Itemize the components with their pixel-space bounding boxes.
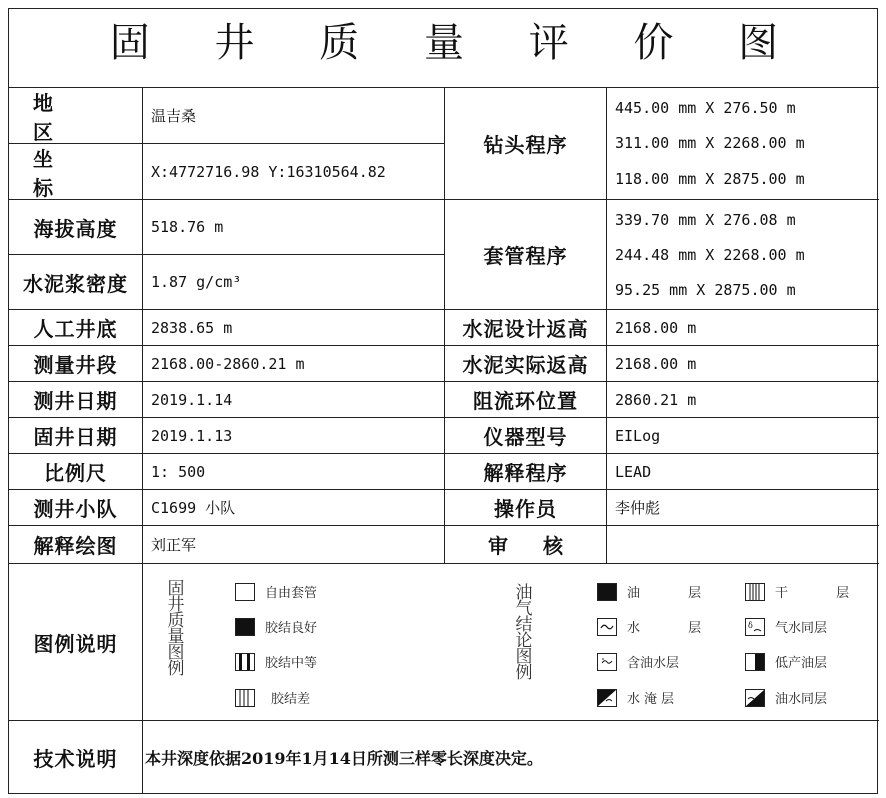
- label-reviewer: 审 核: [445, 526, 607, 564]
- label-interpreter: 解释绘图: [9, 526, 143, 564]
- casing-line: 339.70 mm X 276.08 m: [615, 210, 796, 229]
- legend-flooded: [597, 688, 678, 707]
- value-artificial-bottom: 2838.65 m: [143, 310, 445, 346]
- label-interp-program: 解释程序: [445, 454, 607, 490]
- label-measured-interval: 测量井段: [9, 346, 143, 382]
- casing-line: 95.25 mm X 2875.00 m: [615, 280, 796, 299]
- drill-line: 445.00 mm X 276.50 m: [615, 98, 796, 117]
- value-instrument-model: EILog: [607, 418, 879, 454]
- label-slurry-density: 水泥浆密度: [9, 255, 143, 310]
- label-coords: 坐 标: [9, 144, 143, 200]
- value-region: 温吉桑: [143, 87, 445, 144]
- legend-text: 油 层: [627, 586, 724, 601]
- casing-line: 244.48 mm X 2268.00 m: [615, 245, 805, 264]
- value-tech-notes: 本井深度依据2019年1月14日所测三样零长深度决定。: [145, 748, 543, 768]
- value-reviewer: [607, 526, 879, 564]
- legend-text: 油水同层: [775, 692, 828, 707]
- legend-water-layer: [597, 617, 723, 636]
- label-altitude: 海拔高度: [9, 200, 143, 255]
- value-casing-program: [607, 200, 879, 310]
- legend-text: 自由套管: [265, 586, 318, 601]
- legend-text: 水淹层: [627, 692, 679, 707]
- legend-text: 胶结中等: [265, 656, 318, 671]
- label-cementing-date: 固井日期: [9, 418, 143, 454]
- legend-free-casing: [235, 582, 317, 601]
- poor-bond-icon: [235, 689, 255, 707]
- page-title: 固 井 质 量 评 价 图: [109, 20, 805, 66]
- legend-oil-water: [745, 688, 827, 707]
- value-slurry-density: 1.87 g/cm³: [143, 255, 445, 310]
- legend-oil-layer: [597, 582, 723, 601]
- oil-layer-icon: [597, 583, 617, 601]
- value-logging-date: 2019.1.14: [143, 382, 445, 418]
- label-artificial-bottom: 人工井底: [9, 310, 143, 346]
- label-cement-design-top: 水泥设计返高: [445, 310, 607, 346]
- label-legend: 图例说明: [9, 564, 143, 721]
- legend-low-yield-oil: [745, 652, 827, 671]
- dry-layer-icon: [745, 583, 765, 601]
- value-float-collar: 2860.21 m: [607, 382, 879, 418]
- legend-text: 含油水层: [627, 656, 680, 671]
- value-cement-design-top: 2168.00 m: [607, 310, 879, 346]
- legend-text: 低产油层: [775, 656, 828, 671]
- value-measured-interval: 2168.00-2860.21 m: [143, 346, 445, 382]
- label-region: 地 区: [9, 87, 143, 144]
- label-scale: 比例尺: [9, 454, 143, 490]
- cement-legend-title: 固井质量图例: [167, 579, 185, 679]
- svg-text:δ: δ: [748, 620, 753, 630]
- legend-oily-water: [597, 652, 679, 671]
- flooded-icon: [597, 689, 617, 707]
- legend-text: 气水同层: [775, 621, 828, 636]
- label-logging-date: 测井日期: [9, 382, 143, 418]
- label-cement-actual-top: 水泥实际返高: [445, 346, 607, 382]
- drill-line: 118.00 mm X 2875.00 m: [615, 170, 805, 189]
- legend-poor-bond: [235, 688, 310, 707]
- good-bond-icon: [235, 618, 255, 636]
- value-cementing-date: 2019.1.13: [143, 418, 445, 454]
- value-altitude: 518.76 m: [143, 200, 445, 255]
- legend-good-bond: [235, 617, 317, 636]
- label-drill-program: 钻头程序: [445, 87, 607, 200]
- value-operator: 李仲彪: [607, 490, 879, 526]
- label-instrument-model: 仪器型号: [445, 418, 607, 454]
- medium-bond-icon: [235, 653, 255, 671]
- water-layer-icon: [597, 618, 617, 636]
- oily-water-icon: [597, 653, 617, 671]
- report-frame: [8, 8, 878, 794]
- drill-line: 311.00 mm X 2268.00 m: [615, 134, 805, 153]
- legend-text: 水 层: [627, 621, 724, 636]
- legend-dry-layer: [745, 582, 871, 601]
- legend-text: 胶结良好: [265, 621, 318, 636]
- free-casing-icon: [235, 583, 255, 601]
- value-coords: X:4772716.98 Y:16310564.82: [143, 144, 445, 200]
- value-interp-program: LEAD: [607, 454, 879, 490]
- value-interpreter: 刘正军: [143, 526, 445, 564]
- gas-water-icon: [745, 618, 765, 636]
- value-logging-team: C1699 小队: [143, 490, 445, 526]
- label-tech-notes: 技术说明: [9, 721, 143, 793]
- label-logging-team: 测井小队: [9, 490, 143, 526]
- oil-water-icon: [745, 689, 765, 707]
- legend-text: 干 层: [775, 586, 872, 601]
- value-cement-actual-top: 2168.00 m: [607, 346, 879, 382]
- low-yield-oil-icon: [745, 653, 765, 671]
- value-scale: 1: 500: [143, 454, 445, 490]
- legend-medium-bond: [235, 652, 317, 671]
- value-drill-program: [607, 87, 879, 200]
- label-casing-program: 套管程序: [445, 200, 607, 310]
- legend-text: 胶结差: [271, 692, 311, 707]
- label-float-collar: 阻流环位置: [445, 382, 607, 418]
- oil-legend-title: 油气结论图例: [515, 583, 533, 683]
- legend-gas-water: [745, 617, 827, 636]
- label-operator: 操作员: [445, 490, 607, 526]
